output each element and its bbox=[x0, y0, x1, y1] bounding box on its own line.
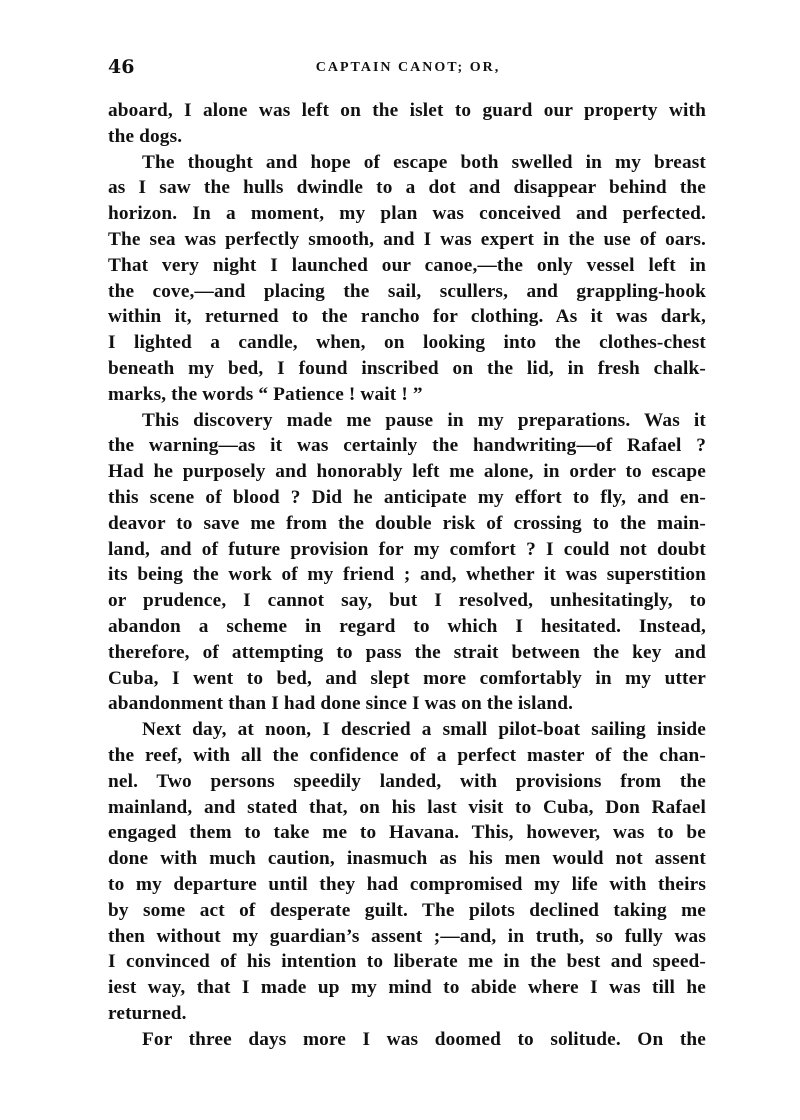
text-line: I lighted a candle, when, on looking into the clothes-chest bbox=[108, 332, 706, 354]
page-number: 46 bbox=[108, 56, 135, 78]
running-head: CAPTAIN CANOT; OR, bbox=[315, 60, 501, 75]
text-line: abandon a scheme in regard to which I hesitated. Instead, bbox=[108, 615, 706, 637]
paragraph bbox=[108, 150, 706, 408]
text-line: abandonment than I had done since I was on the island. bbox=[108, 693, 574, 715]
text-line: within it, returned to the rancho for clothing. As it was dark, bbox=[108, 306, 706, 328]
text-line: nel. Two persons speedily landed, with provisions from the bbox=[108, 770, 706, 792]
text-line: the dogs. bbox=[108, 125, 183, 147]
text-line: horizon. In a moment, my plan was conceived and perfected. bbox=[108, 203, 706, 225]
paragraph bbox=[108, 408, 706, 718]
text-line: as I saw the hulls dwindle to a dot and disappear behind the bbox=[108, 177, 706, 199]
text-line: done with much caution, inasmuch as his men would not assent bbox=[108, 848, 706, 870]
body-text bbox=[108, 98, 706, 1052]
text-line: land, and of future provision for my comfort ? I could not doubt bbox=[108, 538, 706, 560]
text-line: this scene of blood ? Did he anticipate my effort to fly, and en- bbox=[108, 486, 706, 508]
text-line: I convinced of his intention to liberate me in the best and speed- bbox=[108, 951, 706, 973]
text-line: iest way, that I made up my mind to abide where I was till he bbox=[108, 977, 706, 999]
text-line: The sea was perfectly smooth, and I was expert in the use of oars. bbox=[108, 228, 706, 250]
text-line: That very night I launched our canoe,—the only vessel left in bbox=[108, 254, 706, 276]
text-line: the reef, with all the confidence of a perfect master of the chan- bbox=[108, 744, 706, 766]
text-line: beneath my bed, I found inscribed on the lid, in fresh chalk- bbox=[108, 357, 706, 379]
text-line: aboard, I alone was left on the islet to guard our property with bbox=[108, 100, 706, 121]
text-line: deavor to save me from the double risk of crossing to the main- bbox=[108, 512, 706, 534]
paragraph bbox=[108, 717, 706, 1027]
text-line: or prudence, I cannot say, but I resolved, unhesitatingly, to bbox=[108, 590, 706, 612]
paragraph bbox=[108, 98, 706, 150]
text-line: the cove,—and placing the sail, scullers, and grappling-hook bbox=[108, 280, 706, 302]
text-line: Next day, at noon, I descried a small pilot-boat sailing inside bbox=[142, 719, 706, 741]
text-line: its being the work of my friend ; and, whether it was superstition bbox=[108, 564, 706, 586]
text-line: by some act of desperate guilt. The pilots declined taking me bbox=[108, 899, 706, 921]
text-line: returned. bbox=[108, 1002, 187, 1024]
text-line: For three days more I was doomed to solitude. On the bbox=[142, 1028, 706, 1050]
text-line: Cuba, I went to bed, and slept more comfortably in my utter bbox=[108, 667, 706, 689]
text-line: mainland, and stated that, on his last visit to Cuba, Don Rafael bbox=[108, 796, 706, 818]
text-line: marks, the words “ Patience ! wait ! ” bbox=[108, 383, 423, 405]
paragraph bbox=[108, 1027, 706, 1053]
text-line: to my departure until they had compromised my life with theirs bbox=[108, 873, 706, 895]
text-line: therefore, of attempting to pass the strait between the key and bbox=[108, 641, 706, 663]
text-line: engaged them to take me to Havana. This, however, was to be bbox=[108, 822, 706, 844]
text-line: This discovery made me pause in my preparations. Was it bbox=[142, 409, 706, 431]
text-line: the warning—as it was certainly the handwriting—of Rafael ? bbox=[108, 435, 706, 457]
page-header bbox=[108, 56, 708, 86]
text-line: The thought and hope of escape both swelled in my breast bbox=[142, 151, 706, 173]
text-line: Had he purposely and honorably left me alone, in order to escape bbox=[108, 461, 706, 483]
text-line: then without my guardian’s assent ;—and, in truth, so fully was bbox=[108, 925, 706, 947]
